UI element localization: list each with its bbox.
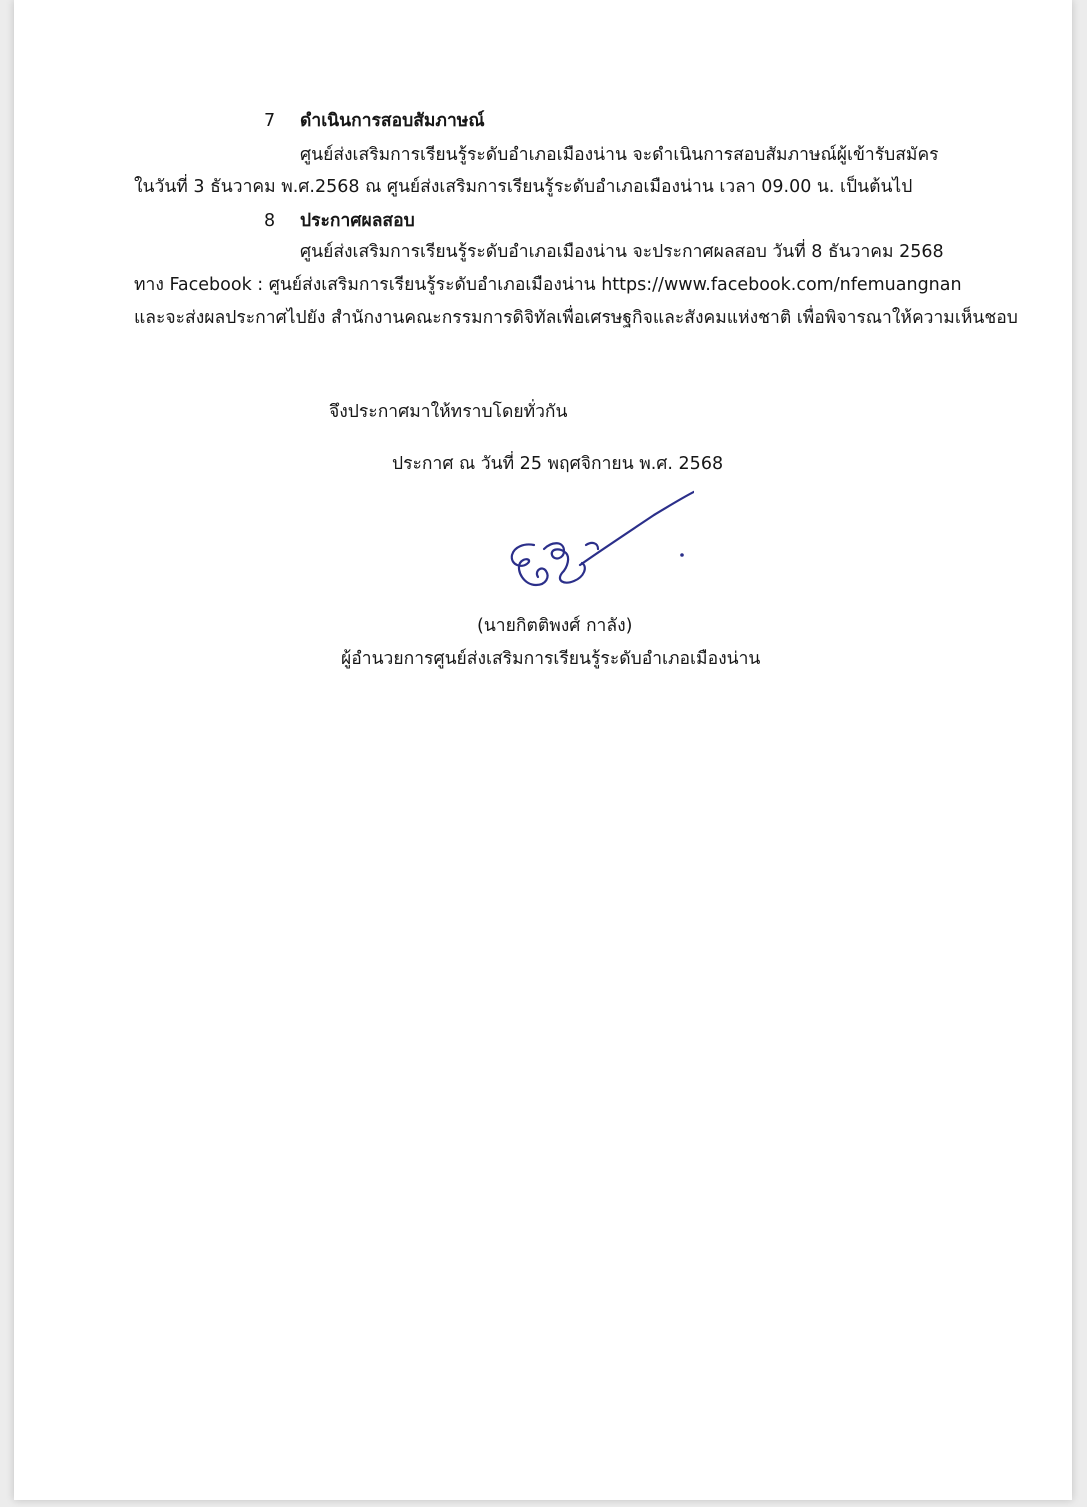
signer-position: ผู้อำนวยการศูนย์ส่งเสริมการเรียนรู้ระดับอำเภอเมืองน่าน: [341, 649, 761, 669]
section-8-line-2: ทาง Facebook : ศูนย์ส่งเสริมการเรียนรู้ระดับอำเภอเมืองน่าน https://www.facebook.com/nfemuangnan: [134, 275, 962, 295]
closing-announcement: จึงประกาศมาให้ทราบโดยทั่วกัน: [329, 402, 568, 422]
section-7-line-1: ศูนย์ส่งเสริมการเรียนรู้ระดับอำเภอเมืองน่าน จะดำเนินการสอบสัมภาษณ์ผู้เข้ารับสมัคร: [300, 145, 939, 165]
section-8-line-3: และจะส่งผลประกาศไปยัง สำนักงานคณะกรรมการดิจิทัลเพื่อเศรษฐกิจและสังคมแห่งชาติ เพื่อพิจารณาให้ความเห็นชอบ: [134, 308, 1018, 328]
section-8-line-1: ศูนย์ส่งเสริมการเรียนรู้ระดับอำเภอเมืองน่าน จะประกาศผลสอบ วันที่ 8 ธันวาคม 2568: [300, 242, 944, 262]
section-8-heading: ประกาศผลสอบ: [300, 211, 415, 231]
document-page: [14, 0, 1072, 1500]
section-7-line-2: ในวันที่ 3 ธันวาคม พ.ศ.2568 ณ ศูนย์ส่งเสริมการเรียนรู้ระดับอำเภอเมืองน่าน เวลา 09.00 น. เป็นต้นไป: [134, 177, 913, 197]
closing-date-line: ประกาศ ณ วันที่ 25 พฤศจิกายน พ.ศ. 2568: [392, 454, 724, 474]
section-7-heading: ดำเนินการสอบสัมภาษณ์: [300, 111, 485, 131]
section-8-number: 8: [264, 211, 276, 231]
signer-name: (นายกิตติพงศ์ กาลัง): [477, 616, 633, 636]
signature-image: [494, 485, 694, 600]
section-7-number: 7: [264, 111, 276, 131]
